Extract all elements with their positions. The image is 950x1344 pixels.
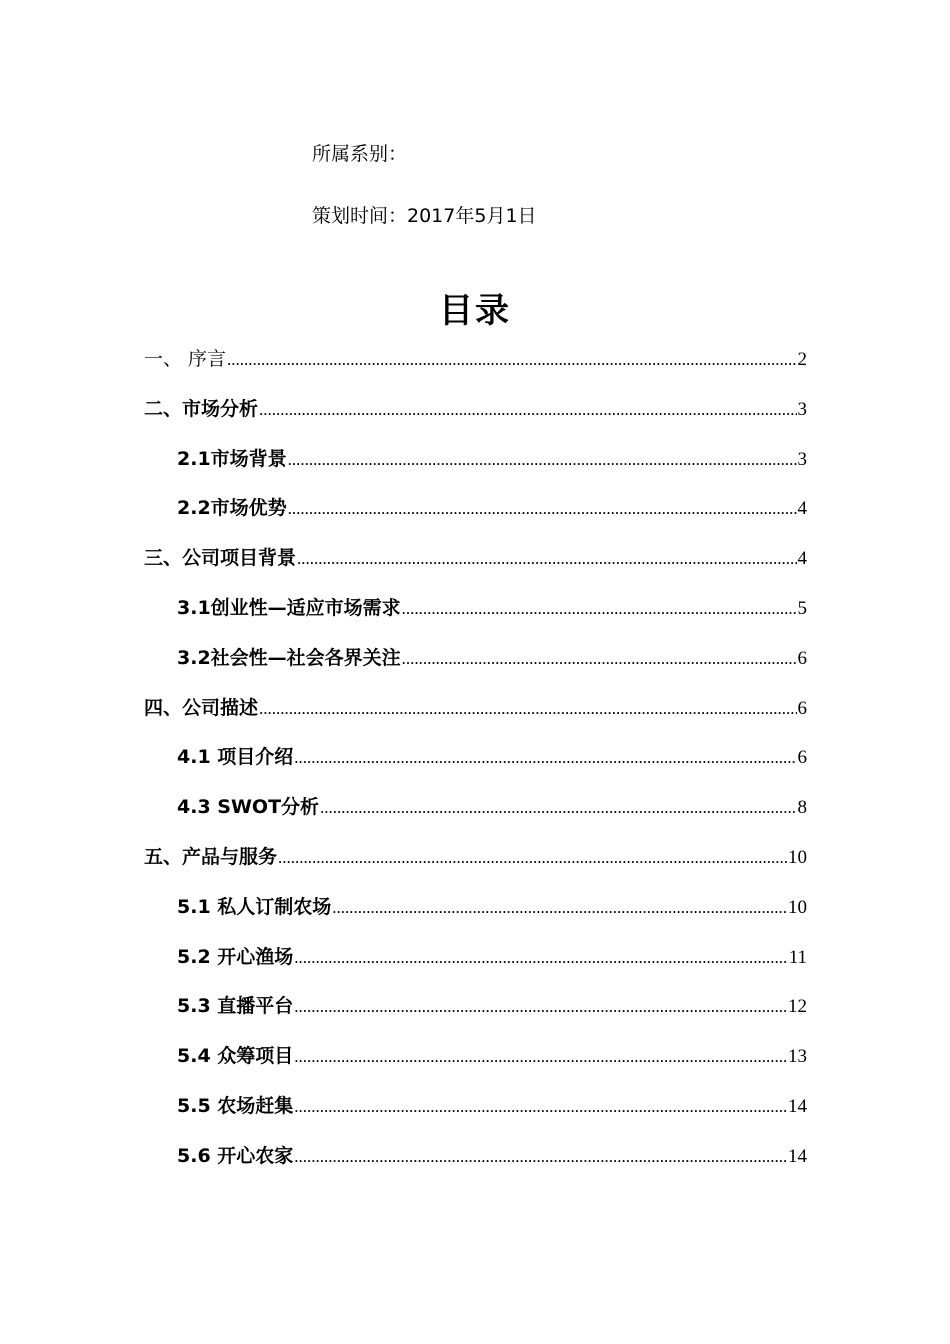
toc-entry-label: 4.3 SWOT分析: [177, 796, 320, 819]
toc-entry-company-project-background[interactable]: [144, 539, 807, 589]
toc-entry-preface[interactable]: [144, 340, 807, 390]
toc-entry-products-services[interactable]: [144, 838, 807, 888]
toc-entry-label: 5.2 开心渔场: [177, 945, 294, 968]
toc-entry-label: 4.1 项目介绍: [177, 746, 294, 769]
toc-entry-label: 三、公司项目背景: [144, 547, 297, 570]
toc-entry-entrepreneurship[interactable]: [144, 589, 807, 639]
toc-entry-label: 四、公司描述: [144, 696, 259, 719]
toc-entry-label: 二、市场分析: [144, 397, 259, 420]
toc-leader-dots: [402, 640, 797, 678]
toc-entry-project-introduction[interactable]: [144, 738, 807, 788]
toc-leader-dots: [294, 939, 787, 977]
toc-entry-company-description[interactable]: [144, 689, 807, 739]
toc-entry-market-advantage[interactable]: [144, 489, 807, 539]
toc-entry-page: 12: [788, 996, 807, 1018]
toc-leader-dots: [294, 1138, 787, 1176]
toc-leader-dots: [288, 490, 797, 528]
toc-leader-dots: [332, 889, 787, 927]
toc-entry-live-platform[interactable]: [144, 987, 807, 1037]
toc-entry-page: 4: [797, 548, 807, 570]
toc-entry-page: 14: [788, 1095, 807, 1117]
toc-entry-happy-farmhouse[interactable]: [144, 1137, 807, 1187]
toc-leader-dots: [294, 1038, 787, 1076]
toc-leader-dots: [259, 690, 796, 728]
table-of-contents: [144, 340, 807, 1187]
toc-entry-farm-market[interactable]: [144, 1087, 807, 1137]
toc-entry-market-analysis[interactable]: [144, 390, 807, 440]
toc-entry-private-farm[interactable]: [144, 888, 807, 938]
toc-entry-label: 一、 序言: [144, 348, 227, 370]
toc-entry-crowdfunding[interactable]: [144, 1037, 807, 1087]
toc-entry-page: 6: [797, 697, 807, 719]
toc-entry-page: 10: [788, 896, 807, 918]
toc-leader-dots: [320, 789, 796, 827]
toc-entry-page: 10: [788, 846, 807, 868]
toc-entry-social-attention[interactable]: [144, 639, 807, 689]
toc-title: 目录: [439, 291, 511, 331]
toc-leader-dots: [294, 739, 796, 777]
toc-entry-swot-analysis[interactable]: [144, 788, 807, 838]
toc-entry-page: 5: [797, 597, 807, 619]
toc-entry-page: 8: [797, 797, 807, 819]
toc-leader-dots: [294, 988, 787, 1026]
toc-entry-label: 5.5 农场赶集: [177, 1094, 294, 1117]
toc-leader-dots: [278, 839, 787, 877]
toc-leader-dots: [402, 590, 797, 628]
toc-leader-dots: [227, 341, 796, 379]
toc-entry-page: 4: [797, 498, 807, 520]
toc-entry-page: 2: [797, 349, 807, 370]
toc-entry-label: 3.1创业性—适应市场需求: [177, 596, 401, 619]
department-line: 所属系别：: [312, 143, 408, 165]
toc-entry-label: 5.3 直播平台: [177, 995, 294, 1018]
toc-entry-page: 6: [797, 647, 807, 669]
toc-entry-label: 5.6 开心农家: [177, 1144, 294, 1167]
toc-entry-page: 13: [788, 1046, 807, 1068]
toc-entry-label: 5.4 众筹项目: [177, 1045, 294, 1068]
toc-entry-page: 14: [788, 1145, 807, 1167]
plan-date-line: 策划时间：2017年5月1日: [312, 205, 537, 227]
toc-entry-page: 3: [797, 448, 807, 470]
toc-entry-market-background[interactable]: [144, 440, 807, 490]
toc-entry-page: 3: [797, 398, 807, 420]
toc-entry-label: 2.2市场优势: [177, 497, 287, 520]
toc-entry-label: 2.1市场背景: [177, 447, 287, 470]
toc-entry-happy-fishery[interactable]: [144, 938, 807, 988]
toc-entry-page: 6: [797, 747, 807, 769]
toc-leader-dots: [288, 441, 797, 479]
toc-leader-dots: [259, 391, 796, 429]
toc-entry-label: 5.1 私人订制农场: [177, 895, 332, 918]
toc-entry-label: 3.2社会性—社会各界关注: [177, 646, 401, 669]
toc-entry-label: 五、产品与服务: [144, 845, 278, 868]
toc-leader-dots: [297, 540, 796, 578]
toc-leader-dots: [294, 1088, 787, 1126]
toc-entry-page: 11: [788, 946, 807, 968]
